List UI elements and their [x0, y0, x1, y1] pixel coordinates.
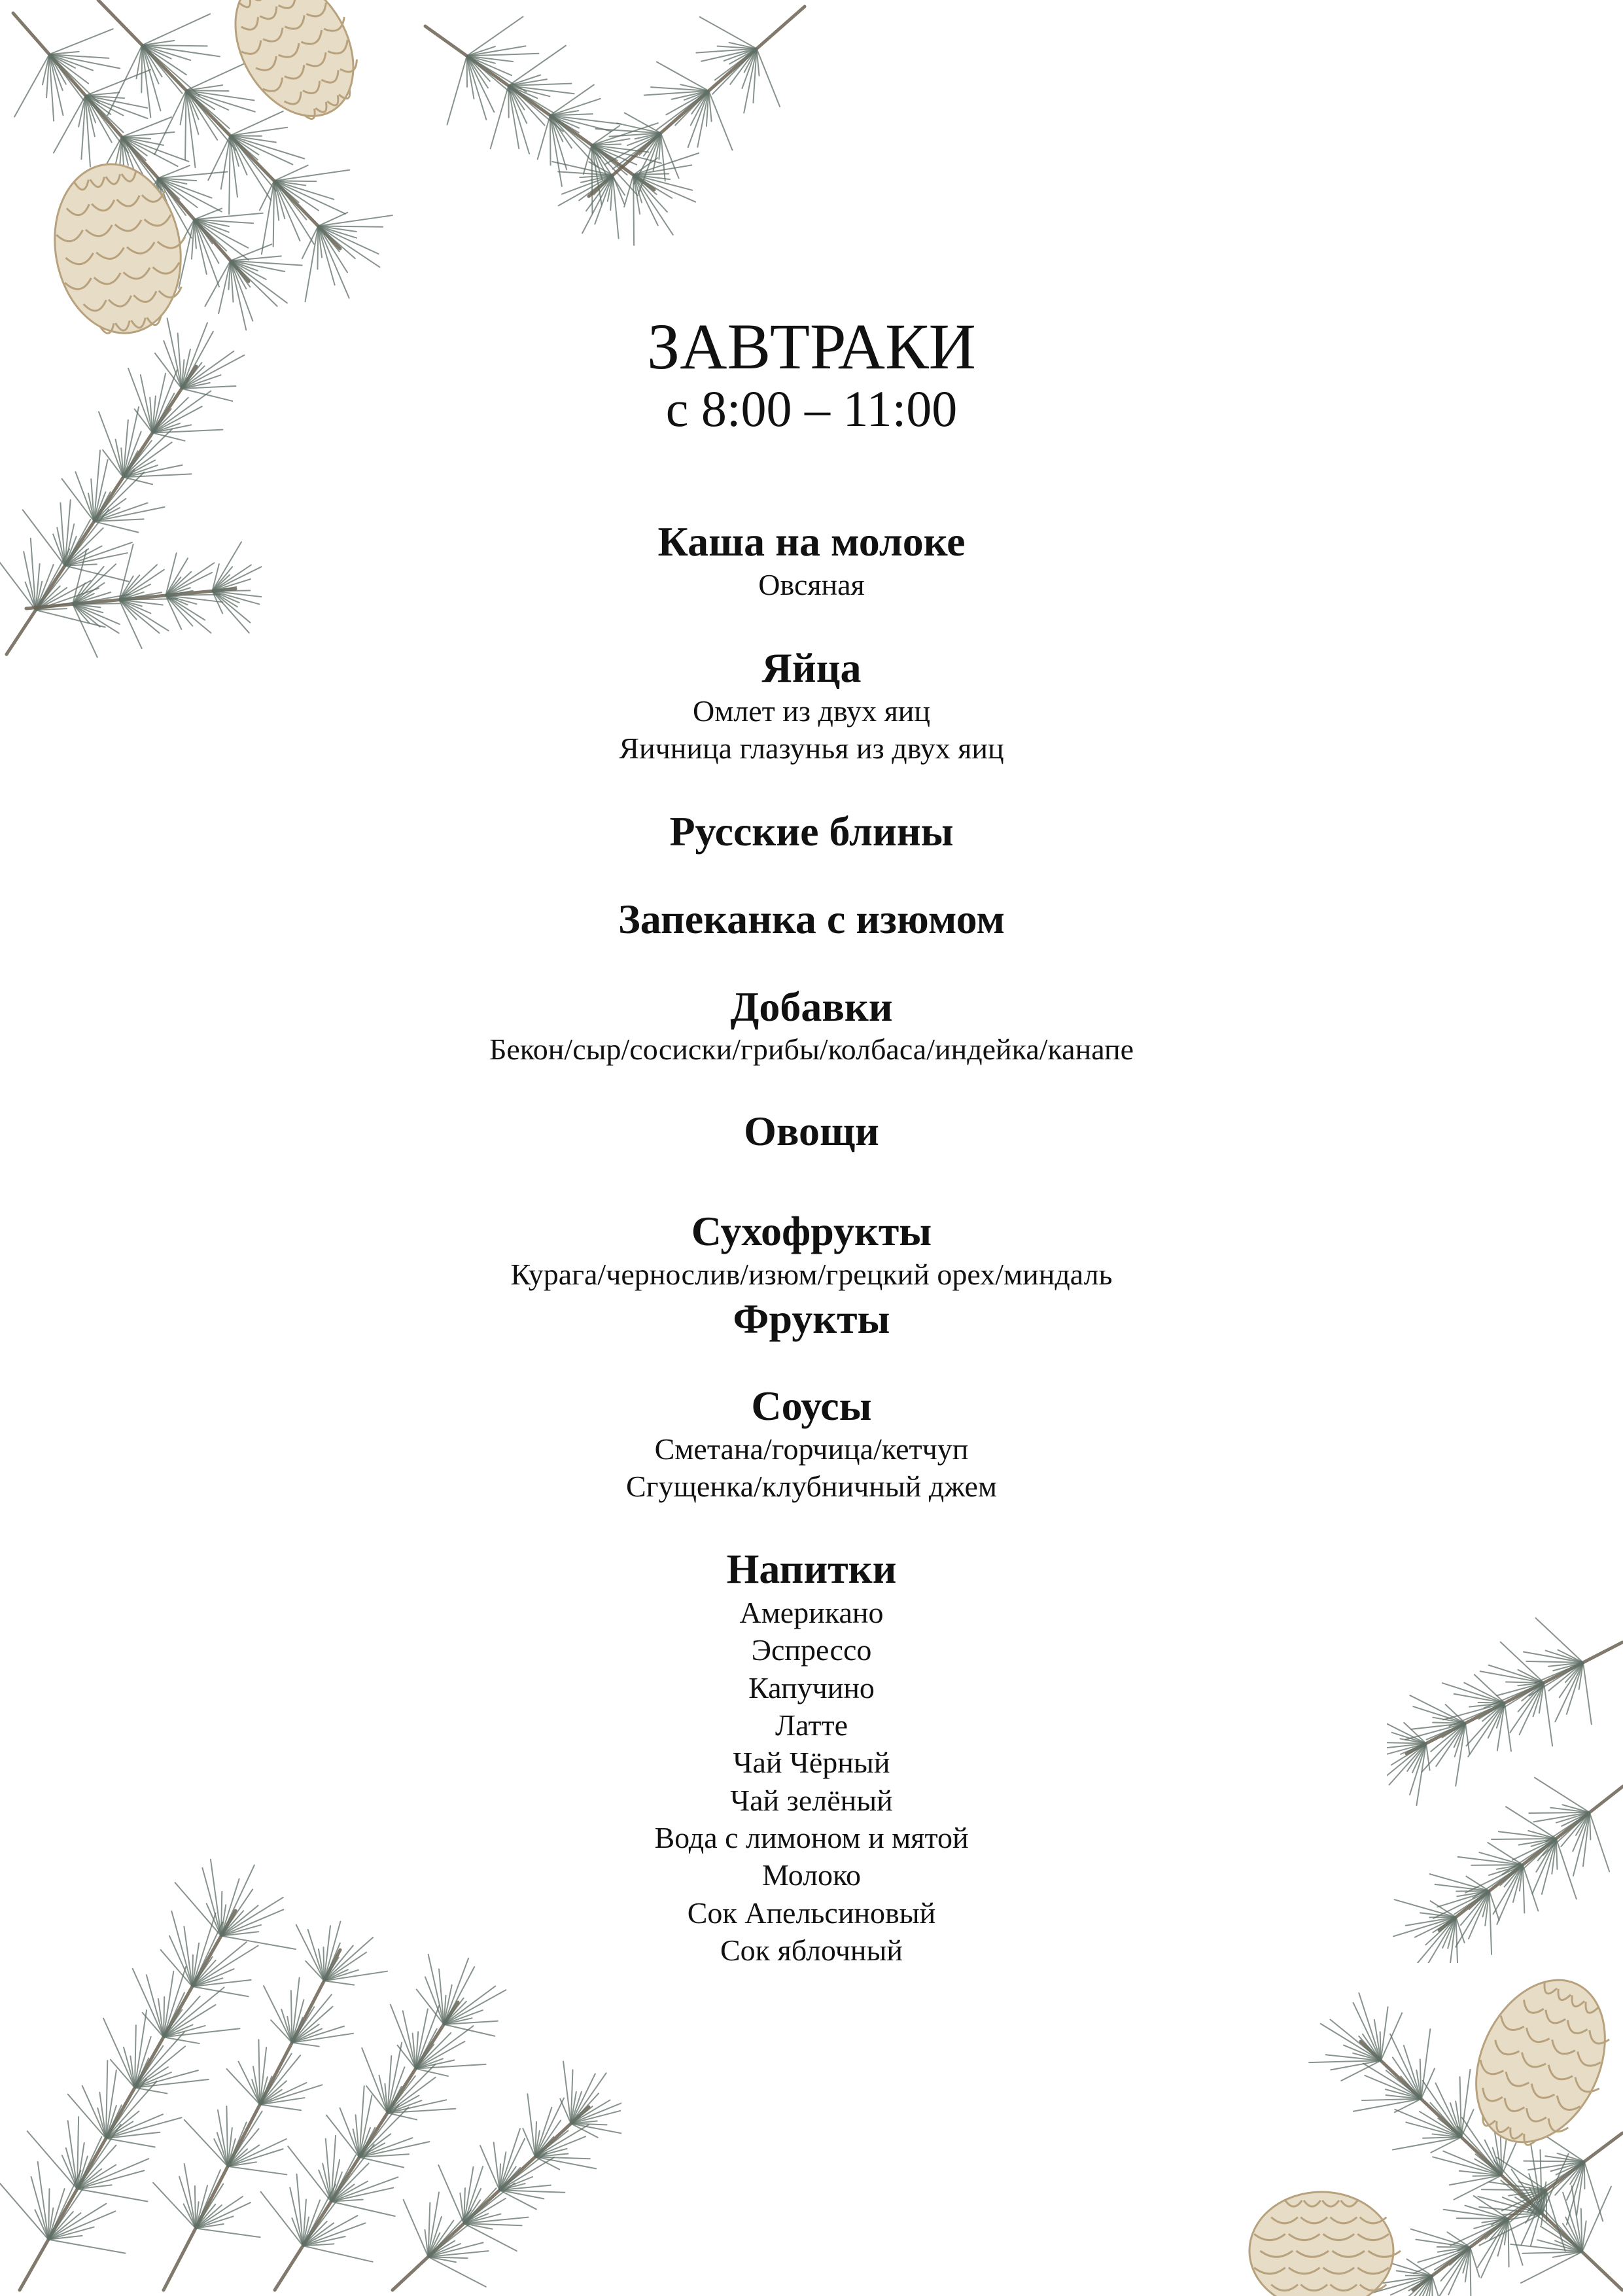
menu-item: Эспрессо — [751, 1633, 872, 1667]
section-heading-casserole: Запеканка с изюмом — [618, 896, 1005, 942]
pine-branch-bottom-right-icon — [1217, 1963, 1623, 2296]
menu-item: Американо — [739, 1596, 884, 1629]
section-heading-porridge: Каша на молоке — [657, 518, 966, 565]
menu-item: Бекон/сыр/сосиски/грибы/колбаса/индейка/канапе — [489, 1033, 1134, 1066]
menu-item: Овсяная — [758, 568, 865, 601]
menu-item: Сгущенка/клубничный джем — [625, 1470, 998, 1503]
section-heading-pancakes: Русские блины — [669, 808, 954, 855]
section-heading-eggs: Яйца — [761, 645, 862, 691]
menu-item: Сок яблочный — [720, 1934, 903, 1967]
menu-item: Молоко — [761, 1858, 862, 1892]
pine-branch-top-left-icon — [0, 0, 818, 340]
menu-item: Капучино — [748, 1671, 875, 1704]
section-heading-sauces: Соусы — [751, 1383, 872, 1429]
section-heading-drinks: Напитки — [726, 1545, 897, 1592]
menu-item: Курага/чернослив/изюм/грецкий орех/миндаль — [510, 1258, 1113, 1291]
section-heading-vegetables: Овощи — [744, 1108, 879, 1154]
menu-item: Яичница глазунья из двух яиц — [619, 732, 1004, 765]
section-heading-dried-fruits: Сухофрукты — [691, 1208, 932, 1254]
section-heading-fruits: Фрукты — [733, 1296, 890, 1342]
menu-item: Латте — [775, 1708, 848, 1742]
menu-item: Чай Чёрный — [733, 1746, 890, 1779]
menu-item: Омлет из двух яиц — [692, 694, 931, 728]
page-title: ЗАВТРАКИ — [647, 310, 976, 383]
section-heading-extras: Добавки — [730, 983, 893, 1030]
menu-item: Вода с лимоном и мятой — [654, 1821, 969, 1854]
menu-item: Сметана/горчица/кетчуп — [654, 1432, 969, 1466]
menu-item: Чай зелёный — [730, 1784, 893, 1817]
serving-hours: с 8:00 – 11:00 — [665, 380, 958, 437]
menu-item: Сок Апельсиновый — [687, 1896, 936, 1930]
